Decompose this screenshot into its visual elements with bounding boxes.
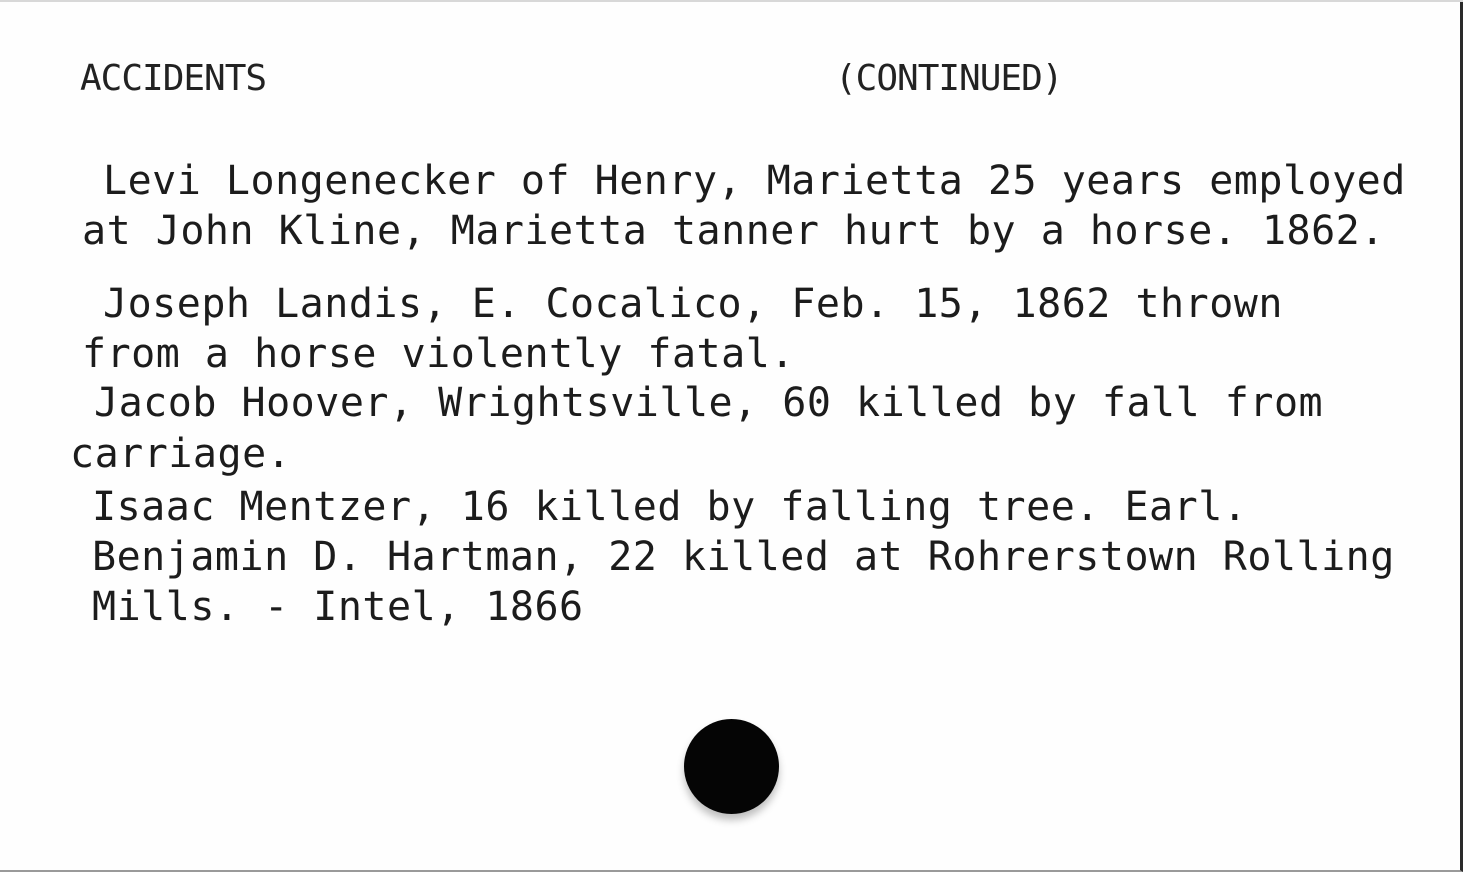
card-heading-continued: (CONTINUED)	[835, 58, 1063, 99]
entry-3-line-1: Jacob Hoover, Wrightsville, 60 killed by fall from	[94, 380, 1324, 426]
entry-5-line-1: Benjamin D. Hartman, 22 killed at Rohrerstown Rolling	[92, 534, 1395, 580]
entry-5-line-2: Mills. - Intel, 1866	[92, 584, 584, 630]
entry-1-line-2: at John Kline, Marietta tanner hurt by a horse. 1862.	[82, 208, 1385, 254]
entry-3-line-2: carriage.	[70, 431, 292, 477]
entry-2-line-1: Joseph Landis, E. Cocalico, Feb. 15, 1862 thrown	[103, 281, 1283, 327]
entry-4-line-1: Isaac Mentzer, 16 killed by falling tree. Earl.	[92, 484, 1248, 530]
card-heading-subject: ACCIDENTS	[80, 58, 267, 99]
punch-hole	[684, 719, 779, 814]
entry-2-line-2: from a horse violently fatal.	[82, 331, 795, 377]
entry-1-line-1: Levi Longenecker of Henry, Marietta 25 years employed	[103, 158, 1406, 204]
card-top-edge	[0, 0, 1463, 2]
